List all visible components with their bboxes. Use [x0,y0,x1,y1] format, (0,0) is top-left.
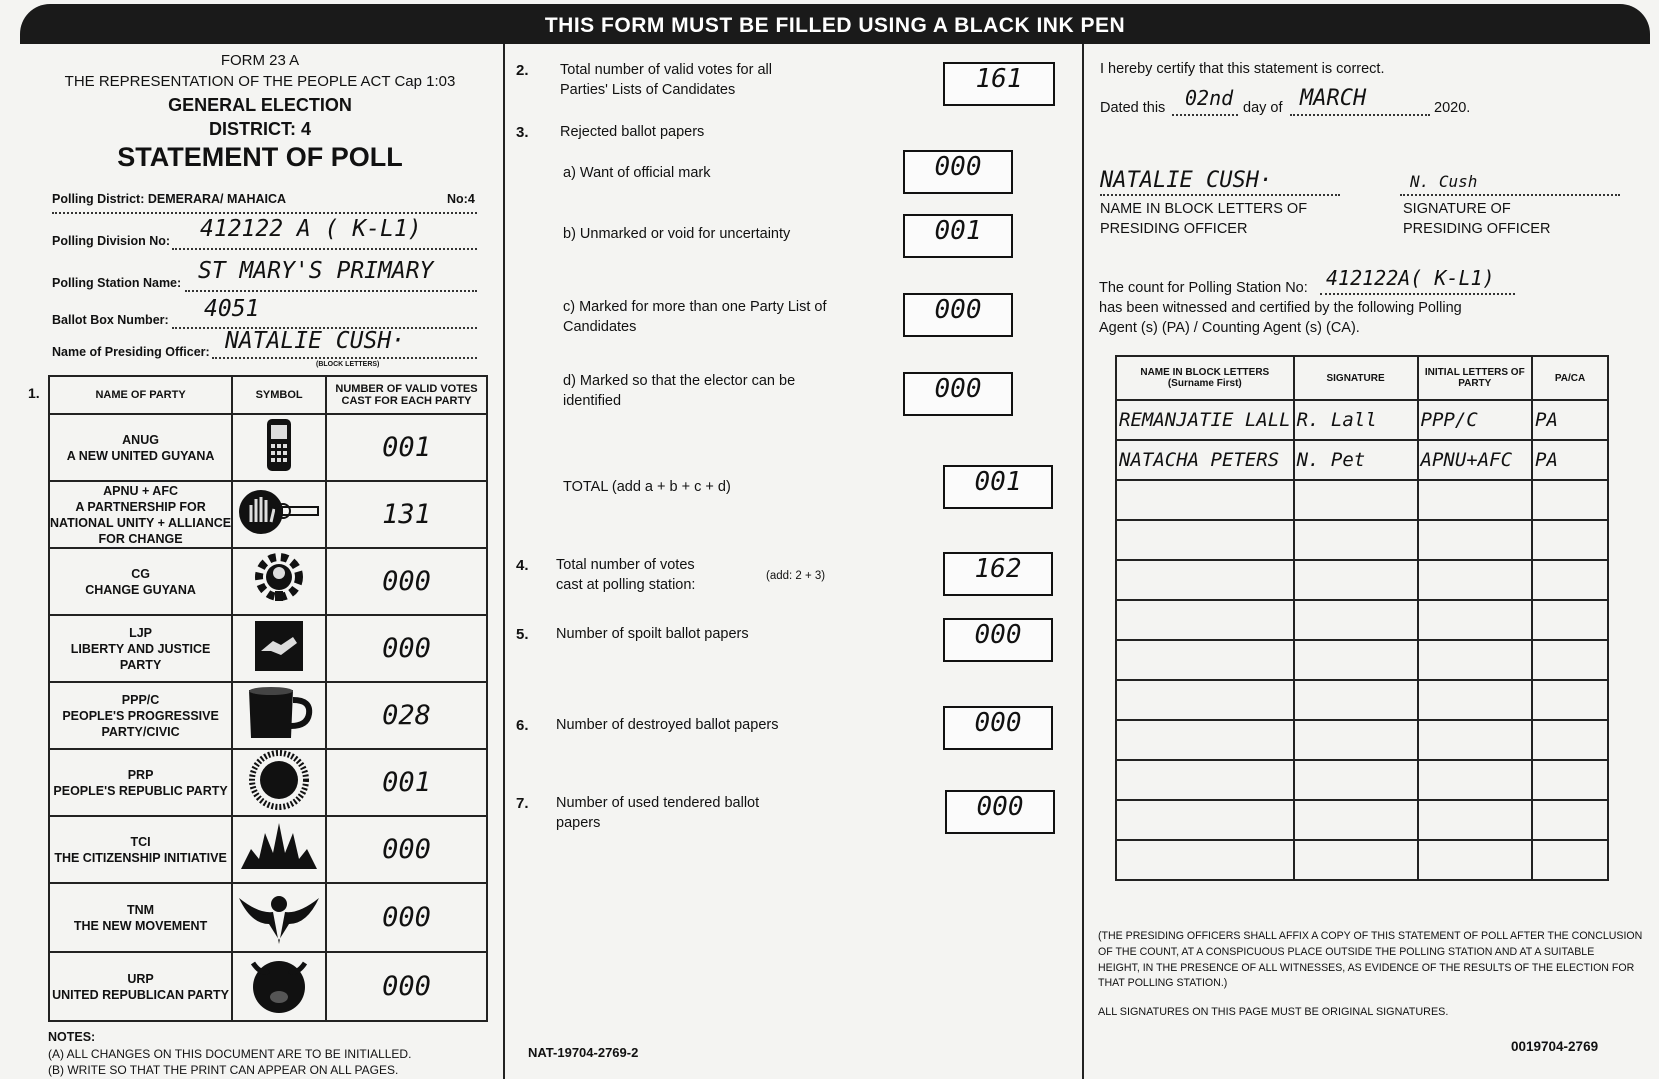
party-abbr: PPP/C [121,692,160,707]
signature-caption-line1: SIGNATURE OF [1403,201,1511,217]
rejected-total-box [943,465,1053,509]
rejected-a-label: a) Want of official mark [563,165,711,181]
table-row [49,749,487,816]
party-abbr: TCI [130,834,151,849]
party-abbr: PRP [127,767,154,782]
agent-signature [1294,720,1418,760]
agent-signature [1294,640,1418,680]
agent-type [1532,480,1608,520]
presiding-officer-value: NATALIE CUSH· [225,328,406,354]
item-number-2: 2. [516,62,529,79]
election-title: GENERAL ELECTION [168,95,352,115]
agents-table [1115,355,1609,881]
dotted-line [1290,114,1430,116]
table-row [1116,480,1608,520]
rejected-b-box [903,214,1013,258]
agent-party [1418,480,1532,520]
footnote-line3: HEIGHT, IN THE PRESENCE OF ALL WITNESSES, AS EVIDENCE OF THE RESULTS OF THE ELECTION FOR [1098,962,1635,974]
footnote-line2: OF THE COUNT, AT A CONSPICUOUS PLACE OUTSIDE THE POLLING STATION AND AT A SUITABLE [1098,946,1595,958]
agent-name [1116,840,1294,880]
table-row [49,682,487,749]
agent-type [1532,600,1608,640]
votes-cell: 000 [326,952,487,1021]
item-number-3: 3. [516,124,529,141]
tendered-ballots-box [945,790,1055,834]
party-abbr: ANUG [122,432,159,447]
valid-votes-total-box [943,62,1055,106]
dotted-line [1400,194,1620,196]
item-number-4: 4. [516,557,529,574]
party-name-cell [49,883,232,952]
votes-cell: 028 [326,682,487,749]
votes-cell: 000 [326,548,487,615]
table-row [1116,800,1608,840]
agent-name [1116,560,1294,600]
certify-statement: I hereby certify that this statement is correct. [1100,61,1385,77]
rejected-d-value: 000 [934,374,982,404]
party-name-cell [49,952,232,1021]
table-row [1116,520,1608,560]
dotted-line [52,212,477,214]
agent-type: PA [1532,400,1608,440]
votes-cell: 131 [326,481,487,548]
rejected-d-label-line2: identified [563,393,622,409]
item-number-5: 5. [516,626,529,643]
agent-type [1532,800,1608,840]
rejected-c-value: 000 [934,295,982,325]
rejected-total-label: TOTAL (add a + b + c + d) [563,479,731,495]
rejected-a-value: 000 [934,152,982,182]
party-name-cell [49,816,232,883]
party-abbr: APNU + AFC [103,483,178,498]
signatures-note: ALL SIGNATURES ON THIS PAGE MUST BE ORIGINAL SIGNATURES. [1098,1006,1449,1018]
agent-signature [1294,480,1418,520]
table-row [1116,840,1608,880]
dotted-line [185,290,477,292]
agent-party [1418,720,1532,760]
form-banner: THIS FORM MUST BE FILLED USING A BLACK INK PEN [20,4,1650,44]
rejected-c-box [903,293,1013,337]
notes-title: NOTES: [48,1030,96,1044]
cup-icon [232,682,326,749]
column-header-symbol: SYMBOL [232,376,326,414]
table-row [1116,640,1608,680]
dotted-line [212,357,477,359]
dated-year: 2020. [1434,100,1471,116]
table-row [49,883,487,952]
valid-votes-total: 161 [975,64,1023,94]
agent-name [1116,720,1294,760]
votes-cell: 000 [326,883,487,952]
agent-signature [1294,560,1418,600]
sun-icon [232,749,326,816]
officer-name-value: NATALIE CUSH· [1100,168,1273,193]
party-full-name: A NEW UNITED GUYANA [66,448,215,463]
handshake-icon [232,615,326,682]
item4-add-note: (add: 2 + 3) [766,570,826,582]
agent-type [1532,840,1608,880]
party-name-cell [49,548,232,615]
agent-type [1532,720,1608,760]
party-abbr: CG [131,566,150,581]
station-name-value: ST MARY'S PRIMARY [198,258,434,284]
ballot-box-label: Ballot Box Number: [52,313,169,327]
agent-type [1532,560,1608,600]
item4-label-line2: cast at polling station: [556,577,696,593]
division-label: Polling Division No: [52,234,171,248]
polling-district-label: Polling District: DEMERARA/ MAHAICA [52,192,287,206]
party-full-name: LIBERTY AND JUSTICE PARTY [70,641,211,672]
item7-label-line2: papers [556,815,601,831]
party-name-cell [49,481,232,548]
party-full-name: A PARTNERSHIP FOR NATIONAL UNITY + ALLIANCE FOR CHANGE [50,499,232,546]
count-station-value: 412122A( K-L1) [1326,266,1495,290]
column-divider-left [503,44,505,1079]
agent-party [1418,520,1532,560]
table-row [49,414,487,481]
party-full-name: THE CITIZENSHIP INITIATIVE [54,850,227,865]
station-name-label: Polling Station Name: [52,276,182,290]
column-header-party: NAME OF PARTY [49,376,232,414]
form-code: NAT-19704-2769-2 [528,1045,639,1060]
party-full-name: THE NEW MOVEMENT [73,918,208,933]
agent-party [1418,840,1532,880]
item7-label-line1: Number of used tendered ballot [556,795,760,811]
name-caption-line2: PRESIDING OFFICER [1100,221,1248,237]
agent-name [1116,680,1294,720]
rejected-d-box [903,372,1013,416]
agent-signature: R. Lall [1294,400,1418,440]
votes-cell: 000 [326,816,487,883]
votes-cell: 001 [326,414,487,481]
agent-type: PA [1532,440,1608,480]
agent-party: APNU+AFC [1418,440,1532,480]
column-header-agent-name: NAME IN BLOCK LETTERS (Surname First) [1116,356,1294,400]
item-number-7: 7. [516,795,529,812]
agent-name [1116,760,1294,800]
dated-prefix: Dated this [1100,100,1166,116]
gear-bulb-icon [232,548,326,615]
party-full-name: PEOPLE'S PROGRESSIVE PARTY/CIVIC [62,708,219,739]
party-votes-table [48,375,488,1022]
party-name-cell [49,682,232,749]
rejected-b-value: 001 [934,216,982,246]
agent-name: NATACHA PETERS [1116,440,1294,480]
agent-party [1418,600,1532,640]
act-reference: THE REPRESENTATION OF THE PEOPLE ACT Cap 1:03 [64,73,456,90]
lotus-icon [232,816,326,883]
party-name-cell [49,414,232,481]
signature-caption-line2: PRESIDING OFFICER [1403,221,1551,237]
spoilt-ballots-label: Number of spoilt ballot papers [556,626,749,642]
agent-type [1532,680,1608,720]
rejected-b-label: b) Unmarked or void for uncertainty [563,226,791,242]
count-station-label: The count for Polling Station No: [1099,280,1308,296]
destroyed-ballots-box [943,706,1053,750]
table-row [1116,400,1608,440]
rejected-c-label-line1: c) Marked for more than one Party List of [563,299,827,315]
presiding-officer-label: Name of Presiding Officer: [52,345,210,359]
table-row [1116,440,1608,480]
agent-type [1532,520,1608,560]
agent-type [1532,760,1608,800]
witness-line2: Agent (s) (PA) / Counting Agent (s) (CA). [1099,320,1360,336]
dotted-line [172,248,477,250]
dated-month: MARCH [1300,86,1367,111]
agent-type [1532,640,1608,680]
column-header-votes: NUMBER OF VALID VOTES CAST FOR EACH PARTY [326,376,487,414]
table-row [1116,760,1608,800]
agent-party [1418,640,1532,680]
votes-cell: 000 [326,615,487,682]
district-number-label: No:4 [447,192,475,206]
agent-signature: N. Pet [1294,440,1418,480]
officer-signature: N. Cush [1410,172,1478,191]
agent-party [1418,760,1532,800]
agent-name [1116,640,1294,680]
item4-label-line1: Total number of votes [556,557,695,573]
note-a: (A) ALL CHANGES ON THIS DOCUMENT ARE TO BE INITIALLED. [48,1047,412,1061]
table-row [49,615,487,682]
ballot-box-value: 4051 [204,296,260,322]
footnote-line1: (THE PRESIDING OFFICERS SHALL AFFIX A COPY OF THIS STATEMENT OF POLL AFTER THE CONCLUSION [1098,930,1643,942]
table-row [1116,720,1608,760]
party-abbr: URP [127,971,154,986]
dotted-line [1320,293,1515,295]
agent-signature [1294,600,1418,640]
agent-party [1418,560,1532,600]
column-header-signature: SIGNATURE [1294,356,1418,400]
form-number: FORM 23 A [220,52,300,69]
votes-cast-box [943,552,1053,596]
table-row [1116,680,1608,720]
hand-key-icon [232,481,326,548]
party-full-name: CHANGE GUYANA [85,582,196,597]
agent-signature [1294,760,1418,800]
agent-name [1116,600,1294,640]
votes-cast-value: 162 [974,554,1022,584]
spoilt-ballots-box [943,618,1053,662]
rejected-ballots-label: Rejected ballot papers [560,124,705,140]
witness-line1: has been witnessed and certified by the following Polling [1099,300,1462,316]
item-number-6: 6. [516,717,529,734]
party-full-name: PEOPLE'S REPUBLIC PARTY [53,783,228,798]
agent-party [1418,680,1532,720]
dated-mid: day of [1243,100,1283,116]
rejected-c-label-line2: Candidates [563,319,637,335]
agent-name [1116,800,1294,840]
agent-party: PPP/C [1418,400,1532,440]
block-letters-note: (BLOCK LETTERS) [316,361,380,368]
column-header-party-initials: INITIAL LETTERS OF PARTY [1418,356,1532,400]
rejected-total-value: 001 [974,467,1022,497]
party-abbr: LJP [129,625,153,640]
dotted-line [1172,114,1238,116]
party-name-cell [49,615,232,682]
agent-name: REMANJATIE LALL [1116,400,1294,440]
table-row [49,952,487,1021]
spoilt-ballots-value: 000 [974,620,1022,650]
table-row [49,816,487,883]
destroyed-ballots-value: 000 [974,708,1022,738]
item-number-1: 1. [28,385,40,401]
tendered-ballots-value: 000 [976,792,1024,822]
votes-cell: 001 [326,749,487,816]
table-row [1116,600,1608,640]
footnote-line4: THAT POLLING STATION.) [1098,977,1228,989]
bull-icon [232,952,326,1021]
agent-name [1116,480,1294,520]
agent-party [1418,800,1532,840]
name-caption-line1: NAME IN BLOCK LETTERS OF [1100,201,1308,217]
party-abbr: TNM [127,902,155,917]
destroyed-ballots-label: Number of destroyed ballot papers [556,717,779,733]
item2-label-line1: Total number of valid votes for all [560,62,772,78]
agent-signature [1294,520,1418,560]
serial-number: 0019704-2769 [1511,1039,1599,1054]
agent-signature [1294,800,1418,840]
party-name-cell [49,749,232,816]
rejected-d-label-line1: d) Marked so that the elector can be [563,373,796,389]
table-row [49,481,487,548]
agent-signature [1294,680,1418,720]
mobile-phone-icon [232,414,326,481]
rejected-a-box [903,150,1013,194]
column-header-pa-ca: PA/CA [1532,356,1608,400]
table-row [1116,560,1608,600]
dated-day: 02nd [1185,86,1234,110]
column-divider-right [1082,44,1084,1079]
agent-signature [1294,840,1418,880]
division-value: 412122 A ( K-L1) [200,216,422,242]
note-b: (B) WRITE SO THAT THE PRINT CAN APPEAR ON ALL PAGES. [48,1063,399,1077]
table-row [49,548,487,615]
eagle-icon [232,883,326,952]
dotted-line [1100,194,1340,196]
item2-label-line2: Parties' Lists of Candidates [560,82,736,98]
page-title: STATEMENT OF POLL [117,142,403,172]
district-title: DISTRICT: 4 [208,119,311,139]
agent-name [1116,520,1294,560]
party-full-name: UNITED REPUBLICAN PARTY [52,987,229,1002]
